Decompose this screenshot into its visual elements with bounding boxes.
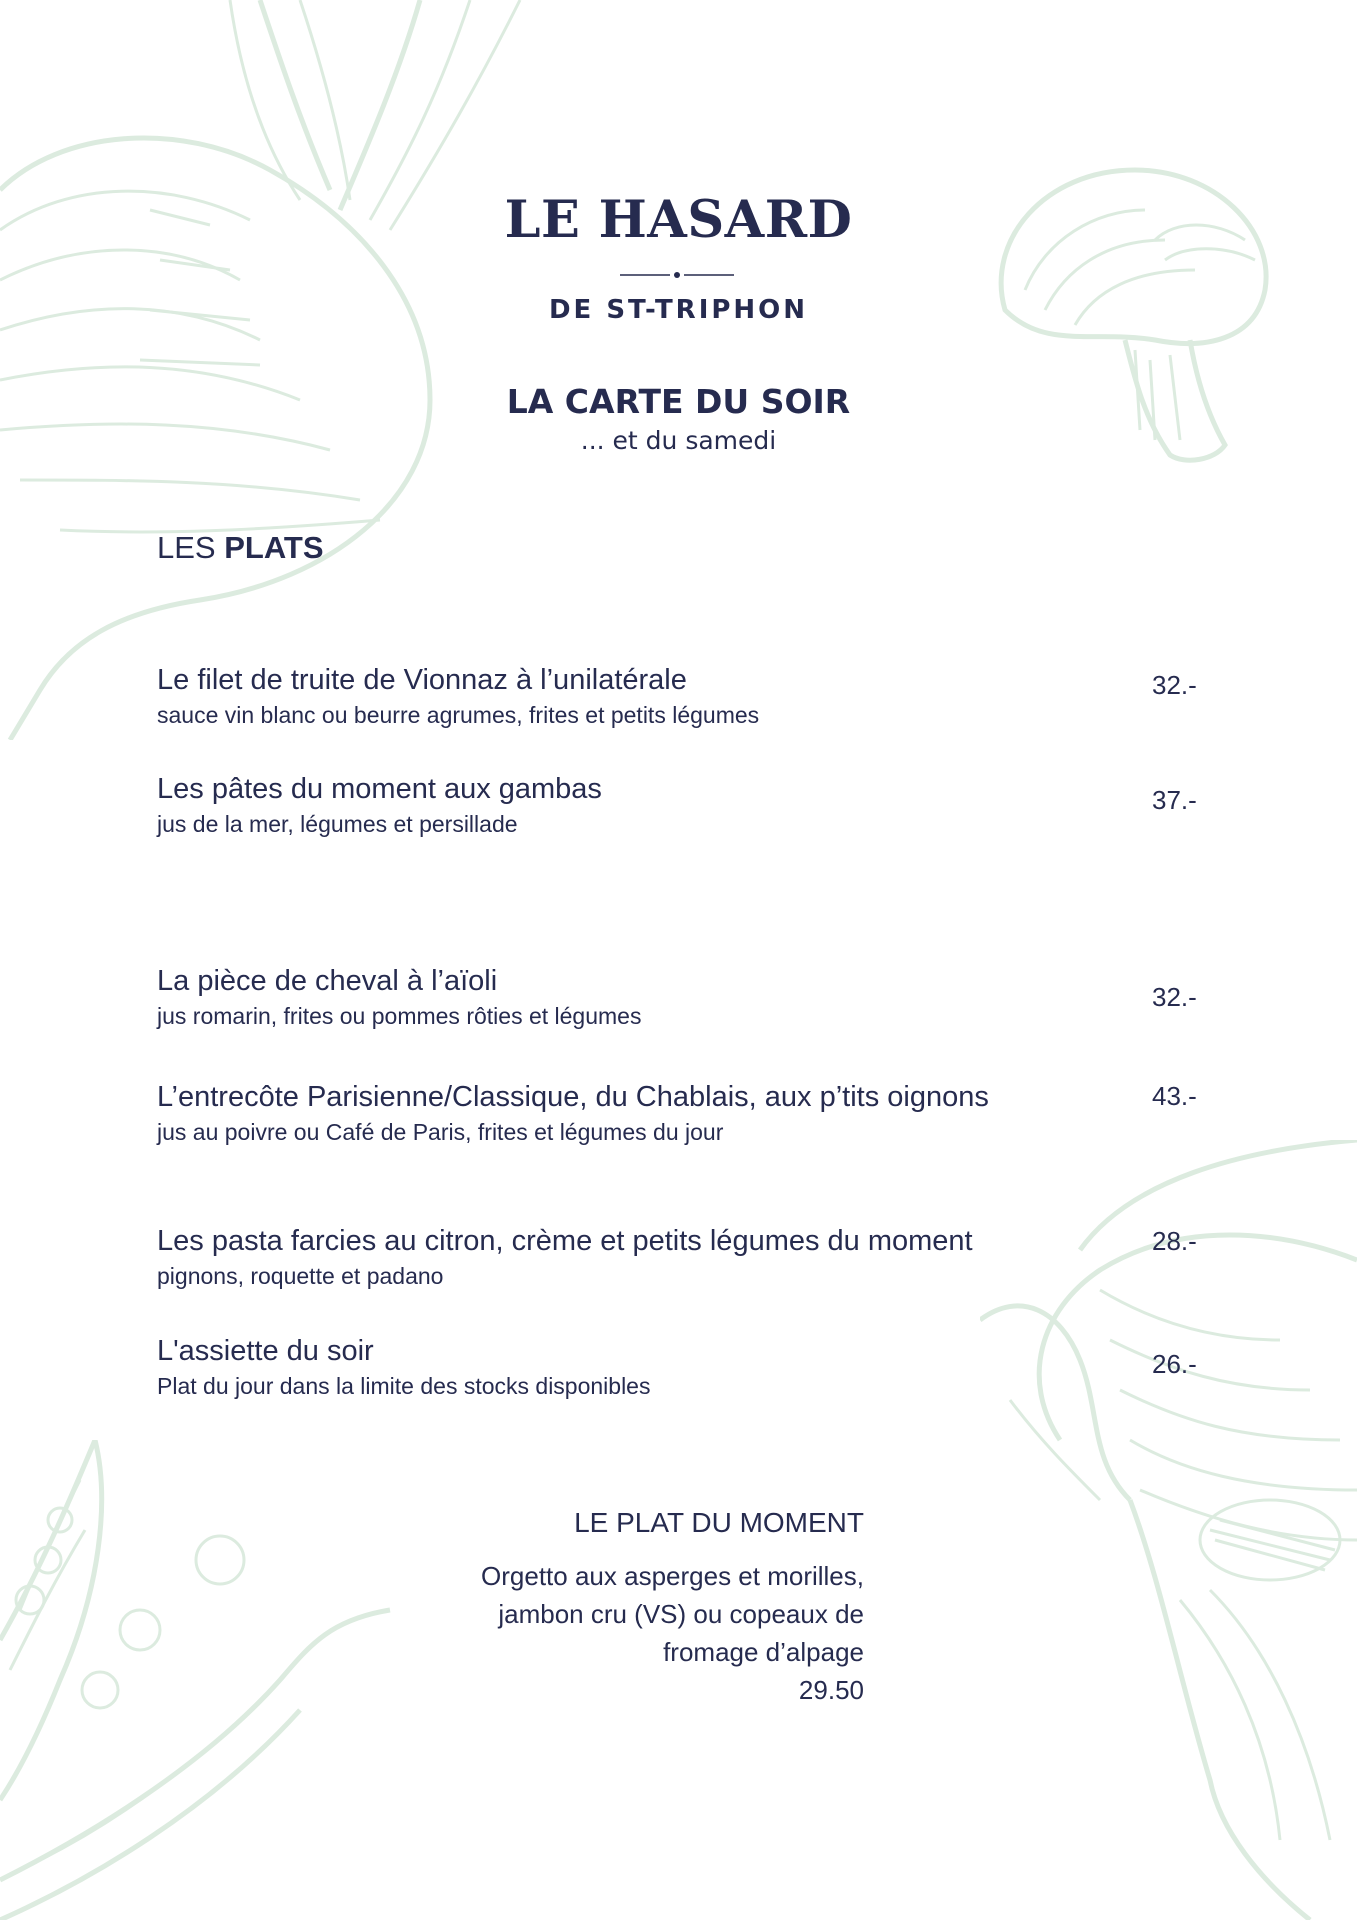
restaurant-name: LE HASARD: [504, 190, 853, 250]
dish-description: jus au poivre ou Café de Paris, frites et légumes du jour: [157, 1119, 724, 1145]
dish-item: [157, 1223, 1207, 1293]
dish-price: 32.-: [1152, 670, 1197, 700]
dish-description: jus de la mer, légumes et persillade: [157, 811, 518, 837]
dish-name: L'assiette du soir: [157, 1335, 374, 1367]
dish-name: Les pâtes du moment aux gambas: [157, 773, 602, 805]
dish-price: 26.-: [1152, 1349, 1197, 1379]
dish-name: Les pasta farcies au citron, crème et petits légumes du moment: [157, 1225, 973, 1257]
special-line: jambon cru (VS) ou copeaux de: [498, 1599, 864, 1629]
menu-subtitle: ... et du samedi: [580, 426, 777, 455]
special-description: [344, 1557, 864, 1671]
special-line: fromage d’alpage: [663, 1637, 864, 1667]
section-heading: [157, 530, 324, 566]
beetroot-illustration: [0, 0, 560, 740]
section-heading-bold: PLATS: [224, 530, 324, 565]
restaurant-subname: DE ST-TRIPHON: [548, 295, 809, 325]
dish-item: [157, 662, 1207, 732]
dish-name: Le filet de truite de Vionnaz à l’unilatérale: [157, 664, 687, 696]
dish-description: jus romarin, frites ou pommes rôties et légumes: [157, 1003, 642, 1029]
dish-item: [157, 963, 1207, 1033]
special-block: [344, 1505, 864, 1709]
section-heading-light: LES: [157, 530, 216, 565]
dish-price: 32.-: [1152, 982, 1197, 1012]
dish-price: 37.-: [1152, 785, 1197, 815]
dish-price: 43.-: [1152, 1081, 1197, 1111]
dish-item: [157, 1079, 1207, 1149]
dish-item: [157, 771, 1207, 841]
dish-item: [157, 1333, 1207, 1403]
special-heading: LE PLAT DU MOMENT: [574, 1507, 864, 1538]
dish-name: La pièce de cheval à l’aïoli: [157, 965, 498, 997]
dish-description: sauce vin blanc ou beurre agrumes, frites et petits légumes: [157, 702, 760, 728]
menu-title: LA CARTE DU SOIR: [506, 382, 851, 421]
ornament-divider: [620, 266, 734, 285]
dish-name: L’entrecôte Parisienne/Classique, du Chablais, aux p’tits oignons: [157, 1081, 989, 1113]
dish-description: Plat du jour dans la limite des stocks disponibles: [157, 1373, 651, 1399]
brand-block: [0, 190, 1357, 250]
special-line: Orgetto aux asperges et morilles,: [481, 1561, 864, 1591]
dish-price: 28.-: [1152, 1226, 1197, 1256]
special-price: 29.50: [798, 1675, 864, 1705]
dish-description: pignons, roquette et padano: [157, 1263, 444, 1289]
